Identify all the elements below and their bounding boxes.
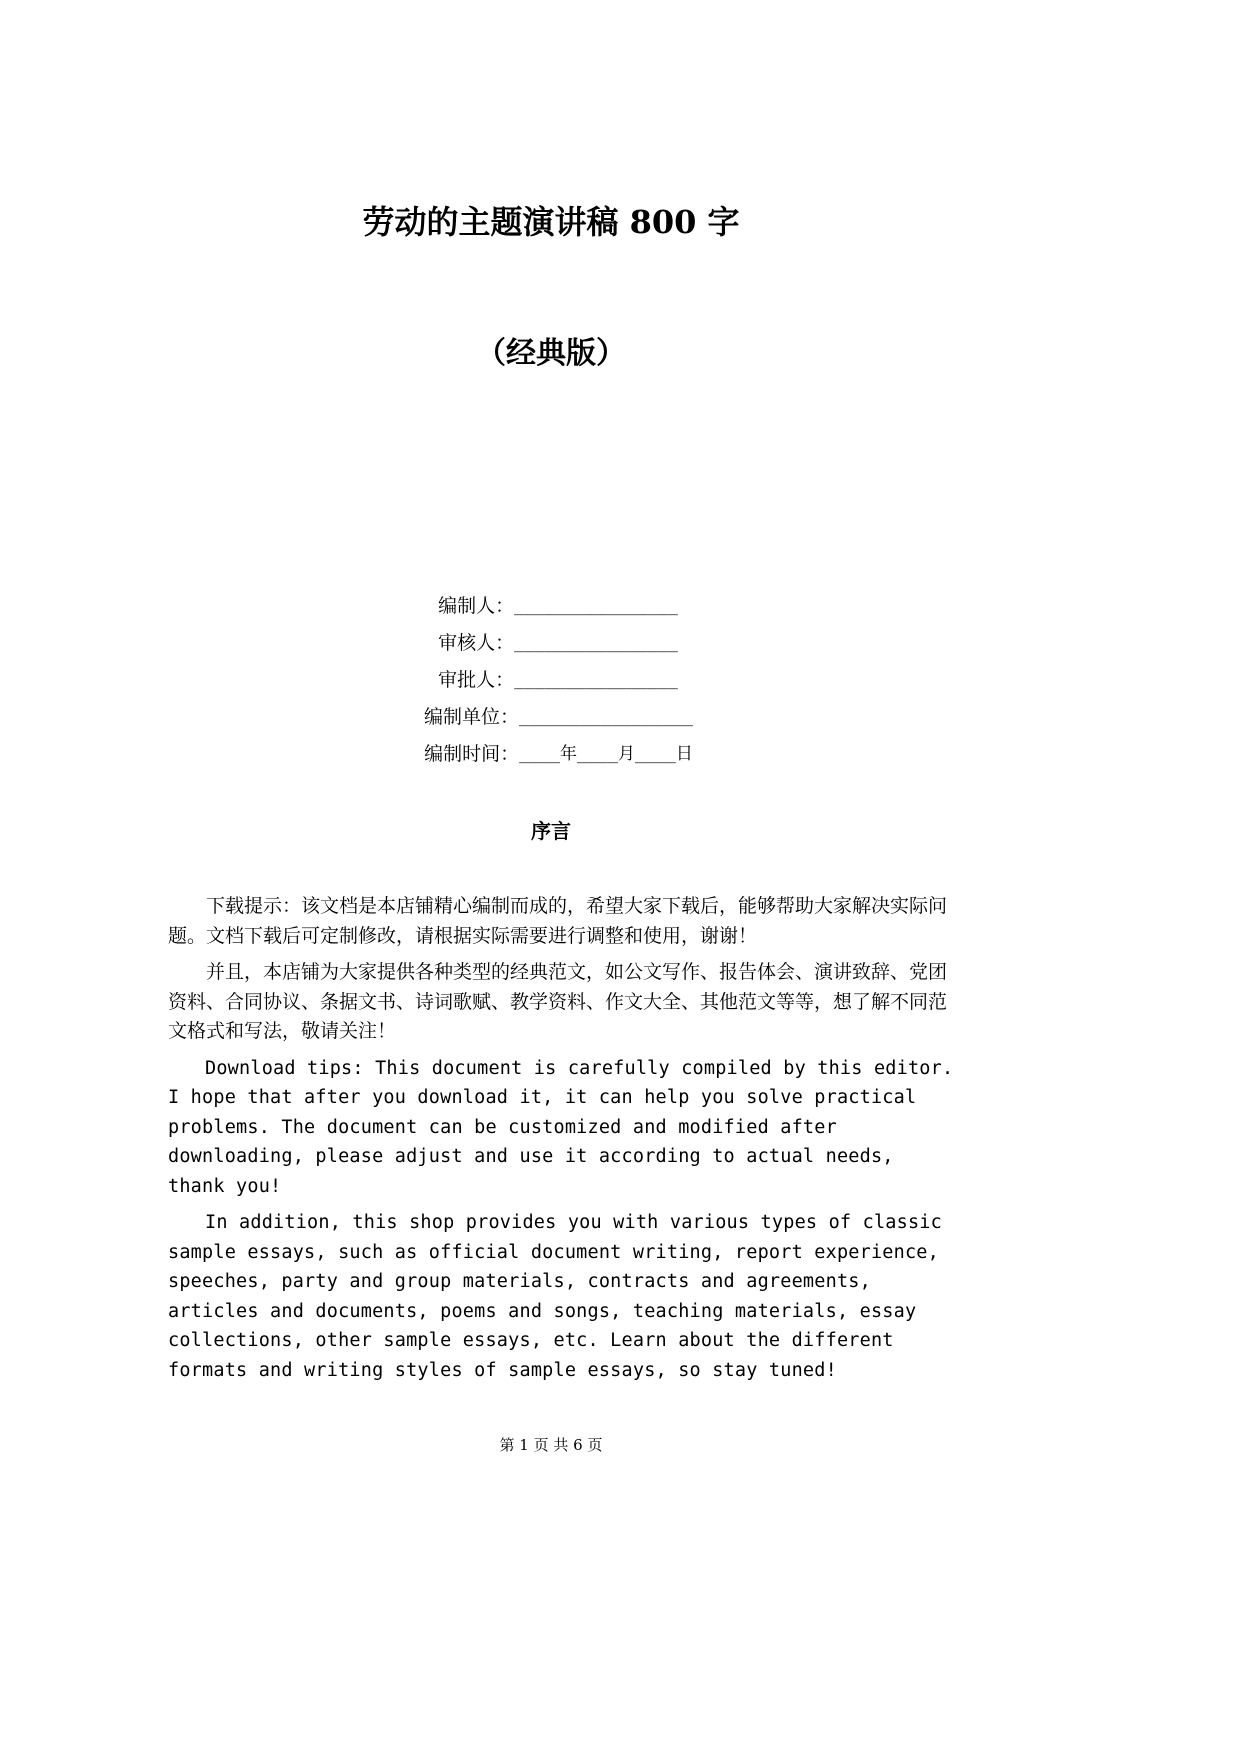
document-title: 劳动的主题演讲稿 800 字 xyxy=(362,203,740,241)
form-row-author xyxy=(0,591,1102,628)
preface-body xyxy=(168,892,958,1392)
paragraph-shop-info-cn: 并且，本店铺为大家提供各种类型的经典范文，如公文写作、报告体会、演讲致辞、党团资料、合同协议、条据文书、诗词歌赋、教学资料、作文大全、其他范文等等，想了解不同范文格式和写法，敬请关注！ xyxy=(168,961,948,1042)
form-label-reviewer: 审核人： xyxy=(438,632,515,654)
paragraph-shop-info-en: In addition, this shop provides you with various types of classic sample essays, such as official document writing, report experience, speeches, party and group materials, contracts and agreements, articles and documents, poems and songs, teaching materials, essay collections, other sample essays, etc. Learn about the different formats and writing styles of sample essays, so stay tuned! xyxy=(168,1212,942,1381)
form-label-approver: 审批人： xyxy=(438,669,515,691)
form-row-reviewer xyxy=(0,628,1102,665)
form-line-approver: ________________ xyxy=(514,670,678,690)
form-line-unit: _________________ xyxy=(519,707,693,727)
approval-form xyxy=(0,591,1102,776)
form-value-date: ____年____月____日 xyxy=(519,744,693,764)
form-row-date xyxy=(0,739,1102,776)
document-subtitle: （经典版） xyxy=(476,336,626,371)
form-label-author: 编制人： xyxy=(438,595,515,617)
page-footer: 第 1 页 共 6 页 xyxy=(499,1436,603,1454)
paragraph-download-tip-en: Download tips: This document is carefully compiled by this editor. I hope that after you download it, it can help you solve practical problems. The document can be customized and modified after downloading, please adjust and use it according to actual needs, thank you! xyxy=(168,1057,954,1197)
form-label-unit: 编制单位： xyxy=(423,706,519,728)
form-row-approver xyxy=(0,665,1102,702)
form-line-author: ________________ xyxy=(514,596,678,616)
form-row-unit xyxy=(0,702,1102,739)
form-label-date: 编制时间： xyxy=(424,743,520,765)
preface-heading: 序言 xyxy=(531,819,571,843)
form-line-reviewer: ________________ xyxy=(514,633,678,653)
paragraph-download-tip-cn: 下载提示：该文档是本店铺精心编制而成的，希望大家下载后，能够帮助大家解决实际问题。文档下载后可定制修改，请根据实际需要进行调整和使用，谢谢！ xyxy=(168,895,948,947)
